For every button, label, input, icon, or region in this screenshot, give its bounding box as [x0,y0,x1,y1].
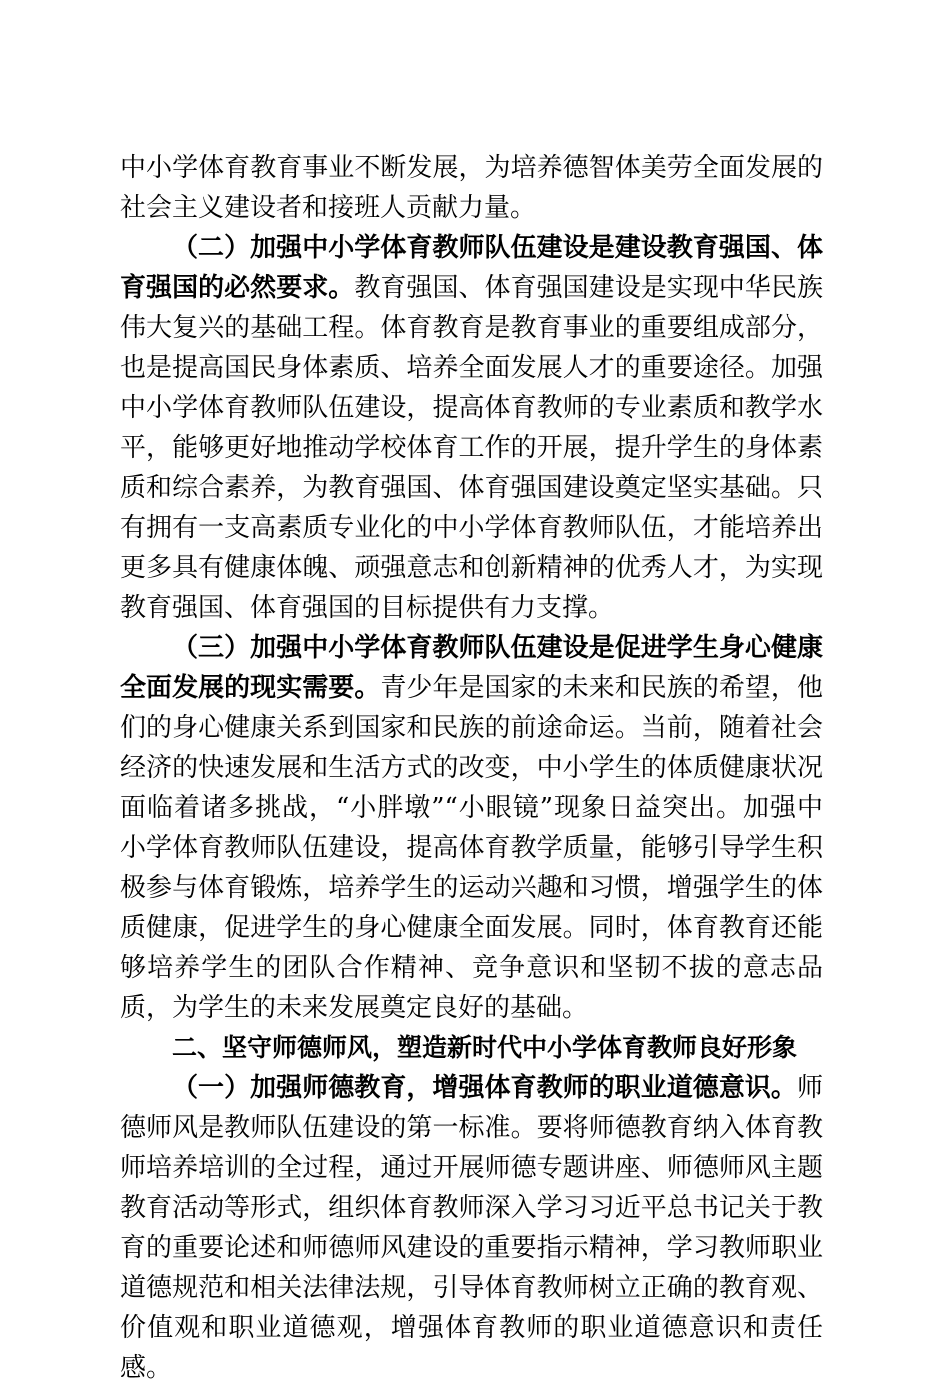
paragraph-continuation [120,148,823,228]
paragraph-text: 青少年是国家的未来和民族的希望，他们的身心健康关系到国家和民族的前途命运。当前，随着社会经济的快速发展和生活方式的改变，中小学生的体质健康状况面临着诸多挑战，“小胖墩”“小眼镜”现象日益突出。加强中小学体育教师队伍建设，提高体育教学质量，能够引导学生积极参与体育锻炼，培养学生的运动兴趣和习惯，增强学生的体质健康，促进学生的身心健康全面发展。同时，体育教育还能够培养学生的团队合作精神、竞争意识和坚韧不拔的意志品质，为学生的未来发展奠定良好的基础。 [120,673,823,1023]
section-heading: 二、坚守师德师风，塑造新时代中小学体育教师良好形象 [172,1033,798,1062]
paragraph-lead: （三）加强中小学体育教师队伍建设是促进学生身心健康全面发展的现实需要。 [120,633,823,703]
paragraph-lead: （二）加强中小学体育教师队伍建设是建设教育强国、体育强国的必然要求。 [120,233,823,303]
paragraph-text: 教育强国、体育强国建设是实现中华民族伟大复兴的基础工程。体育教育是教育事业的重要组成部分，也是提高国民身体素质、培养全面发展人才的重要途径。加强中小学体育教师队伍建设，提高体育教师的专业素质和教学水平，能够更好地推动学校体育工作的开展，提升学生的身体素质和综合素养，为教育强国、体育强国建设奠定坚实基础。只有拥有一支高素质专业化的中小学体育教师队伍，才能培养出更多具有健康体魄、顽强意志和创新精神的优秀人才，为实现教育强国、体育强国的目标提供有力支撑。 [120,273,823,623]
paragraph-text: 中小学体育教育事业不断发展，为培养德智体美劳全面发展的社会主义建设者和接班人贡献力量。 [120,153,823,223]
document-page [120,148,823,1388]
paragraph-subsection-1 [120,1068,823,1388]
paragraph-lead: （一）加强师德教育，增强体育教师的职业道德意识。 [172,1073,797,1103]
paragraph-section-3 [120,628,823,1028]
paragraph-text: 师德师风是教师队伍建设的第一标准。要将师德教育纳入体育教师培养培训的全过程，通过开展师德专题讲座、师德师风主题教育活动等形式，组织体育教师深入学习习近平总书记关于教育的重要论述和师德师风建设的重要指示精神，学习教师职业道德规范和相关法律法规，引导体育教师树立正确的教育观、价值观和职业道德观，增强体育教师的职业道德意识和责任感。 [120,1073,823,1383]
paragraph-section-2 [120,228,823,628]
